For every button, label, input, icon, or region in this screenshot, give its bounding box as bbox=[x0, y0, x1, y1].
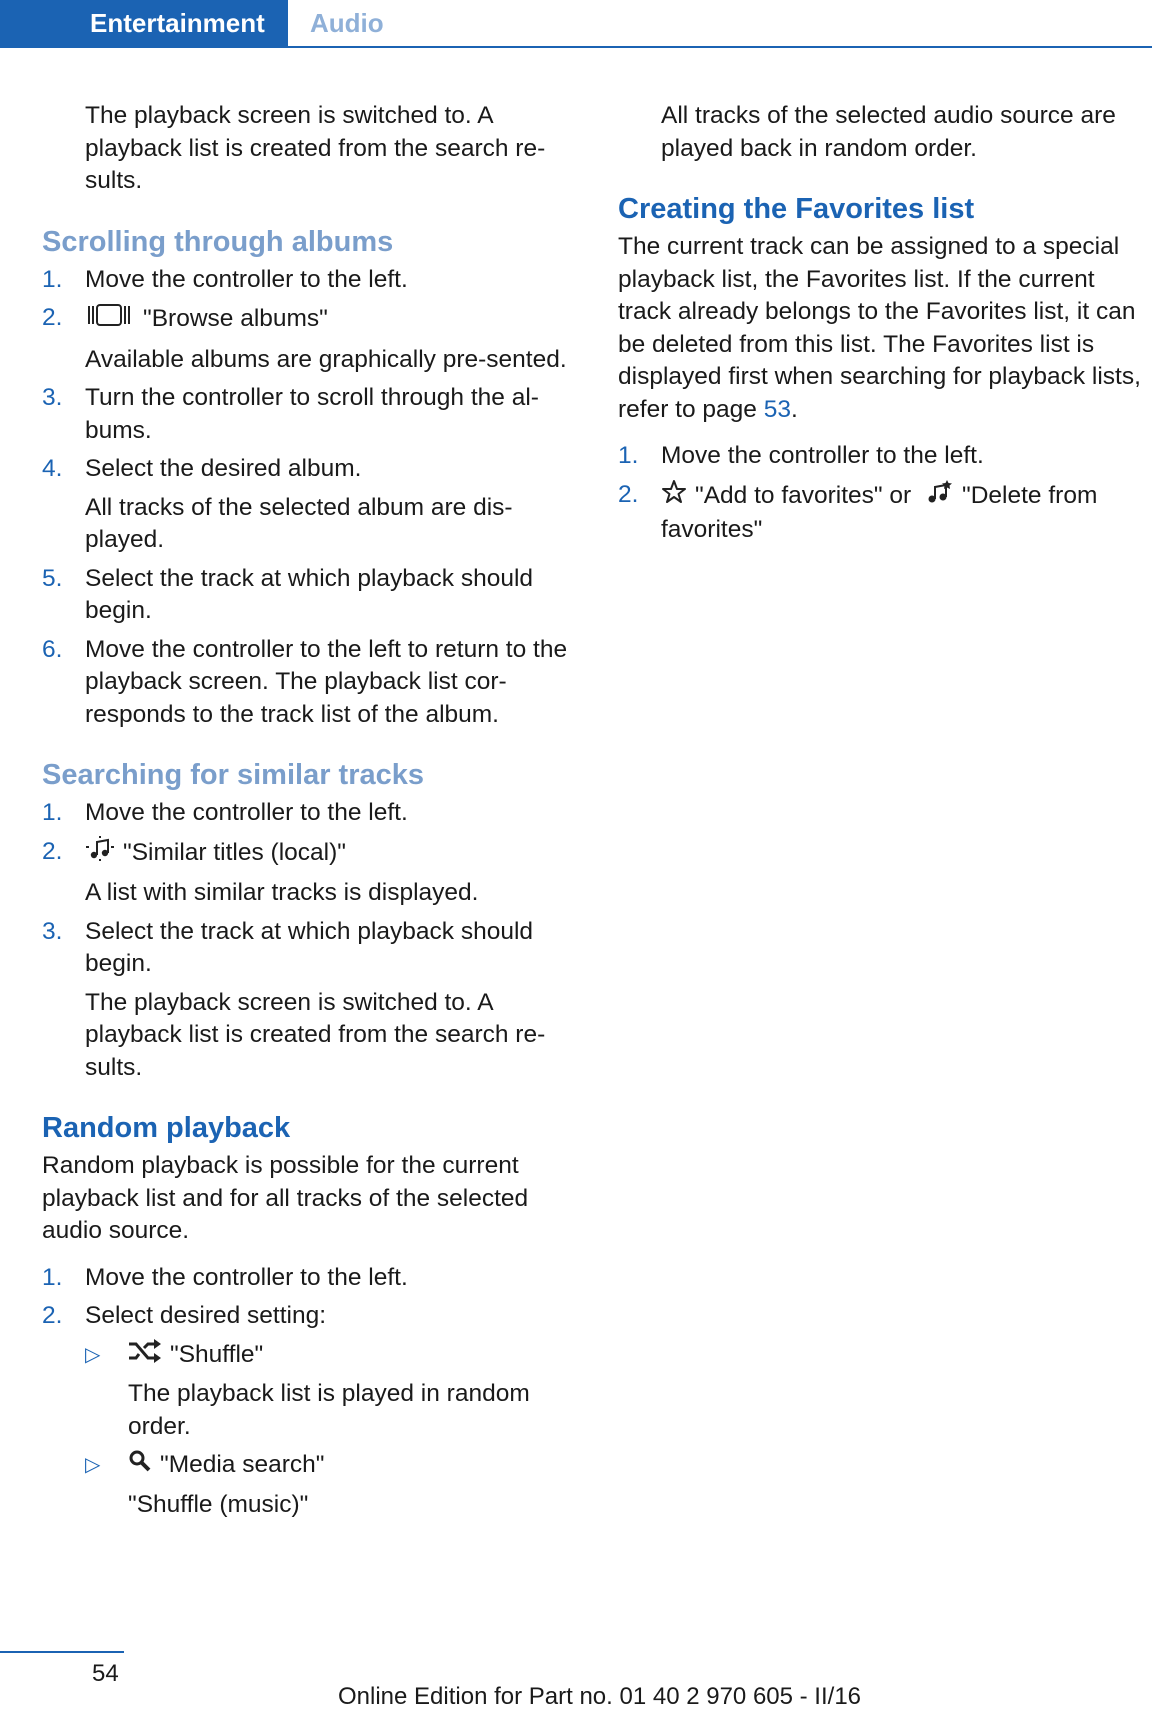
scrolling-step-4-note: All tracks of the selected album are dis-played. bbox=[85, 493, 513, 553]
favorites-step-2: 2. "Add to favorites" or "Delete from favorites" bbox=[618, 480, 1098, 543]
star-icon bbox=[661, 479, 687, 515]
shuffle-icon bbox=[128, 1339, 162, 1373]
random-options bbox=[42, 1339, 572, 1522]
page-reference-link[interactable]: 53 bbox=[763, 395, 792, 423]
option-shuffle-note: The playback list is played in random order. bbox=[128, 1380, 530, 1440]
similar-step-3-note: The playback screen is switched to. A playback list is created from the search re-sults. bbox=[85, 988, 546, 1081]
similar-step-3: 3. Select the track at which playback should begin. bbox=[42, 917, 534, 977]
favorites-intro: The current track can be assigned to a special playback list, the Favorites list. If the current track already belongs to the Favorites list, it can be deleted from this list. The Favorites list is displayed first when searching for playback lists, refer to page 53. bbox=[618, 233, 1141, 423]
intro-paragraph: The playback screen is switched to. A playback list is created from the search re-sults. bbox=[85, 102, 546, 194]
left-column bbox=[42, 100, 572, 1521]
delete-favorite-icon bbox=[926, 479, 954, 515]
search-icon bbox=[128, 1449, 152, 1483]
random-intro: Random playback is possible for the current playback list and for all tracks of the selected audio source. bbox=[42, 1152, 529, 1244]
scrolling-step-2-note: Available albums are graphically pre-sented. bbox=[85, 345, 567, 373]
section-tab-audio: Audio bbox=[310, 8, 384, 38]
option-shuffle: ▷ "Shuffle" bbox=[85, 1339, 572, 1373]
page-number: 54 bbox=[92, 1660, 119, 1687]
favorites-step-1: 1. Move the controller to the left. bbox=[618, 442, 984, 469]
heading-random-playback: Random playback bbox=[42, 1112, 291, 1144]
random-step-2: 2. Select desired setting: bbox=[42, 1302, 327, 1329]
scrolling-step-6: 6. Move the controller to the left to return to the playback screen. The playback list cor-responds to the track list of the album. bbox=[42, 635, 568, 728]
footer-rule bbox=[0, 1651, 124, 1653]
right-intro-paragraph: All tracks of the selected audio source are played back in random order. bbox=[661, 102, 1116, 162]
scrolling-step-3: 3. Turn the controller to scroll through the al-bums. bbox=[42, 384, 539, 444]
section-tab-entertainment: Entertainment bbox=[0, 0, 288, 47]
scrolling-step-4: 4. Select the desired album. bbox=[42, 455, 362, 482]
heading-similar-tracks: Searching for similar tracks bbox=[42, 759, 424, 791]
random-step-1: 1. Move the controller to the left. bbox=[42, 1263, 408, 1291]
heading-favorites: Creating the Favorites list bbox=[618, 193, 975, 225]
similar-titles-icon bbox=[85, 836, 115, 872]
similar-step-1: 1. Move the controller to the left. bbox=[42, 799, 408, 826]
scrolling-step-2: 2. "Browse albums" bbox=[42, 302, 572, 338]
right-column bbox=[618, 100, 1148, 547]
edition-note: Online Edition for Part no. 01 40 2 970 605 - II/16 bbox=[338, 1683, 862, 1710]
similar-step-2-note: A list with similar tracks is displayed. bbox=[85, 879, 479, 906]
scrolling-step-5: 5. Select the track at which playback should begin. bbox=[42, 564, 534, 624]
option-media-search: ▷ "Media search" bbox=[85, 1449, 572, 1483]
browse-albums-icon bbox=[85, 302, 135, 338]
heading-scrolling-albums: Scrolling through albums bbox=[42, 225, 394, 258]
similar-step-2: 2. "Similar titles (local)" bbox=[42, 836, 572, 872]
option-media-search-note: "Shuffle (music)" bbox=[128, 1490, 309, 1518]
scrolling-step-1: 1. Move the controller to the left. bbox=[42, 265, 408, 293]
